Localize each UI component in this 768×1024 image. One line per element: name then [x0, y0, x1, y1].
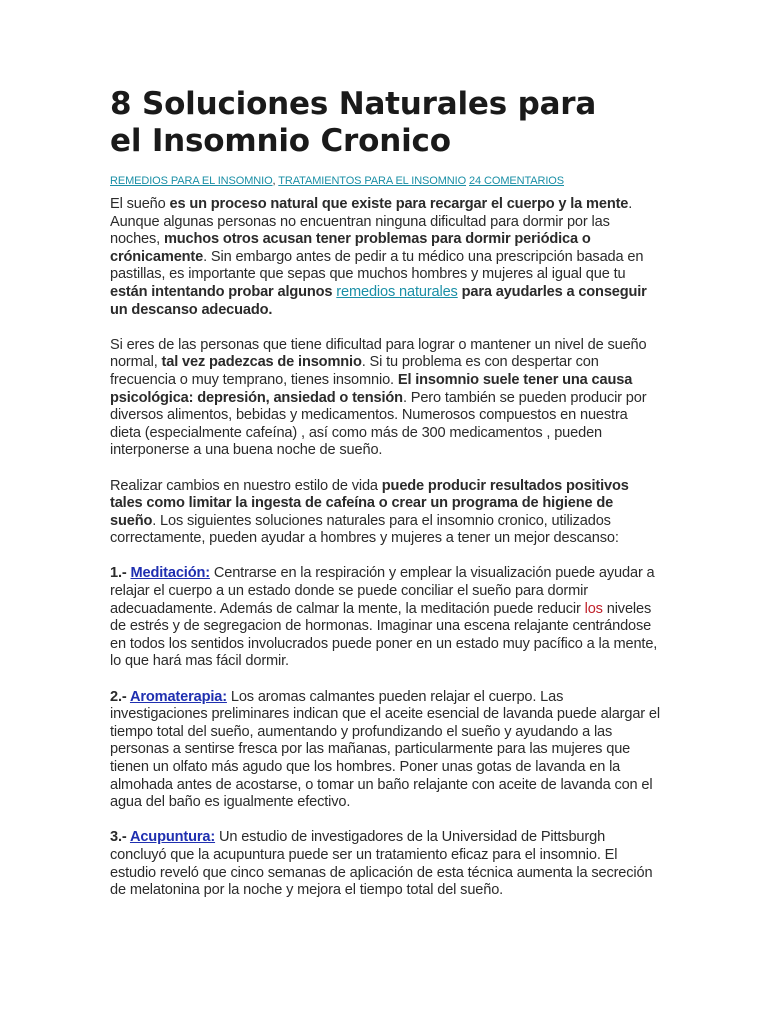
bold-text: están intentando probar algunos: [110, 283, 337, 300]
item-number: 3.-: [110, 829, 130, 846]
text: . Si tu problema es con despertar con frecuencia o muy temprano, tienes insomnio.: [110, 354, 599, 388]
comments-link[interactable]: 24 COMENTARIOS: [469, 175, 564, 187]
bold-text: puede producir resultados positivos tales como limitar la ingesta de cafeína o crear un programa de higiene de sueño: [110, 477, 629, 529]
text: . Aunque algunas personas no encuentran ninguna dificultad para dormir por las noches,: [110, 196, 633, 248]
text: niveles de estrés y de segregacion de hormonas. Imaginar una escena relajante centrándose en todos los sentidos involucrados puede poner en un estado muy pacífico a la mente, lo que hará mas fácil dormir.: [110, 600, 658, 670]
text: Un estudio de investigadores de la Universidad de Pittsburgh concluyó que la acupuntura puede ser un tratamiento eficaz para el insomnio. El estudio reveló que cinco semanas de aplicación de esta técnica aumenta la secreción de melatonina por la noche y mejora el tiempo total del sueño.: [110, 829, 653, 899]
page-title: [110, 86, 660, 160]
bold-text: El insomnio suele tener una causa psicológica: depresión, ansiedad o tensión: [110, 371, 633, 406]
post-meta: [110, 174, 660, 188]
acupuntura-link[interactable]: Acupuntura:: [129, 829, 216, 846]
title-line-2: el Insomnio Cronico: [110, 123, 451, 159]
text: Centrarse en la respiración y emplear la visualización puede ayudar a relajar el cuerpo a un estado donde se puede conciliar el sueño para dormir adecuadamente. Además de calmar la mente, la meditación puede reducir: [110, 565, 655, 617]
remedios-naturales-link[interactable]: remedios naturales: [336, 283, 458, 300]
paragraph-intro: [110, 196, 660, 319]
item-number: 1.-: [110, 565, 131, 582]
aromaterapia-link[interactable]: Aromaterapia:: [129, 688, 227, 705]
bold-text: para ayudarles a conseguir un descanso adecuado.: [110, 283, 647, 318]
text: . Los siguientes soluciones naturales para el insomnio cronico, utilizados correctamente, pueden ayudar a hombres y mujeres a tener un mejor descanso:: [110, 512, 619, 547]
bold-text: muchos otros acusan tener problemas para dormir periódica o crónicamente: [110, 231, 591, 265]
bold-text: es un proceso natural que existe para recargar el cuerpo y la mente: [169, 196, 629, 212]
category-link-remedios[interactable]: REMEDIOS PARA EL INSOMNIO: [110, 175, 273, 187]
item-number: 2.-: [110, 688, 130, 705]
bold-text: tal vez padezcas de insomnio: [161, 354, 362, 371]
list-item-acupuntura: [110, 829, 660, 899]
list-item-meditacion: [110, 565, 660, 671]
list-item-aromaterapia: [110, 689, 660, 812]
title-line-1: 8 Soluciones Naturales para: [110, 86, 597, 122]
meditacion-link[interactable]: Meditación:: [130, 565, 210, 582]
text: . Sin embargo antes de pedir a tu médico una prescripción basada en pastillas, es importante que sepas que muchos hombres y mujeres al igual que tu: [110, 248, 644, 283]
text: . Pero también se pueden producir por diversos alimentos, bebidas y medicamentos. Numerosos compuestos en nuestra dieta (especialmente cafeína) , así como más de 300 medicamentos , pueden interponerse a una buena noche de sueño.: [110, 389, 647, 459]
text: Si eres de las personas que tiene dificultad para lograr o mantener un nivel de sueño normal,: [110, 336, 647, 371]
paragraph-insomnio: [110, 337, 660, 460]
highlighted-word: los: [584, 600, 603, 617]
text: El sueño: [110, 196, 170, 212]
paragraph-cambios: [110, 478, 660, 548]
article: [110, 86, 660, 900]
text: Realizar cambios en nuestro estilo de vida: [110, 477, 382, 494]
meta-separator: ,: [272, 175, 279, 187]
category-link-tratamientos[interactable]: TRATAMIENTOS PARA EL INSOMNIO: [278, 175, 467, 187]
text: Los aromas calmantes pueden relajar el cuerpo. Las investigaciones preliminares indican que el aceite esencial de lavanda puede alargar el tiempo total del sueño, aumentando y profundizando el sueño y ayudando a las personas a sentirse fresca por las mañanas, particularmente para las mujeres que tienen un olfato más agudo que los hombres. Poner unas gotas de lavanda en la almohada antes de acostarse, o tomar un baño relajante con aceite de lavanda con el agua del baño es igualmente efectivo.: [110, 688, 660, 811]
